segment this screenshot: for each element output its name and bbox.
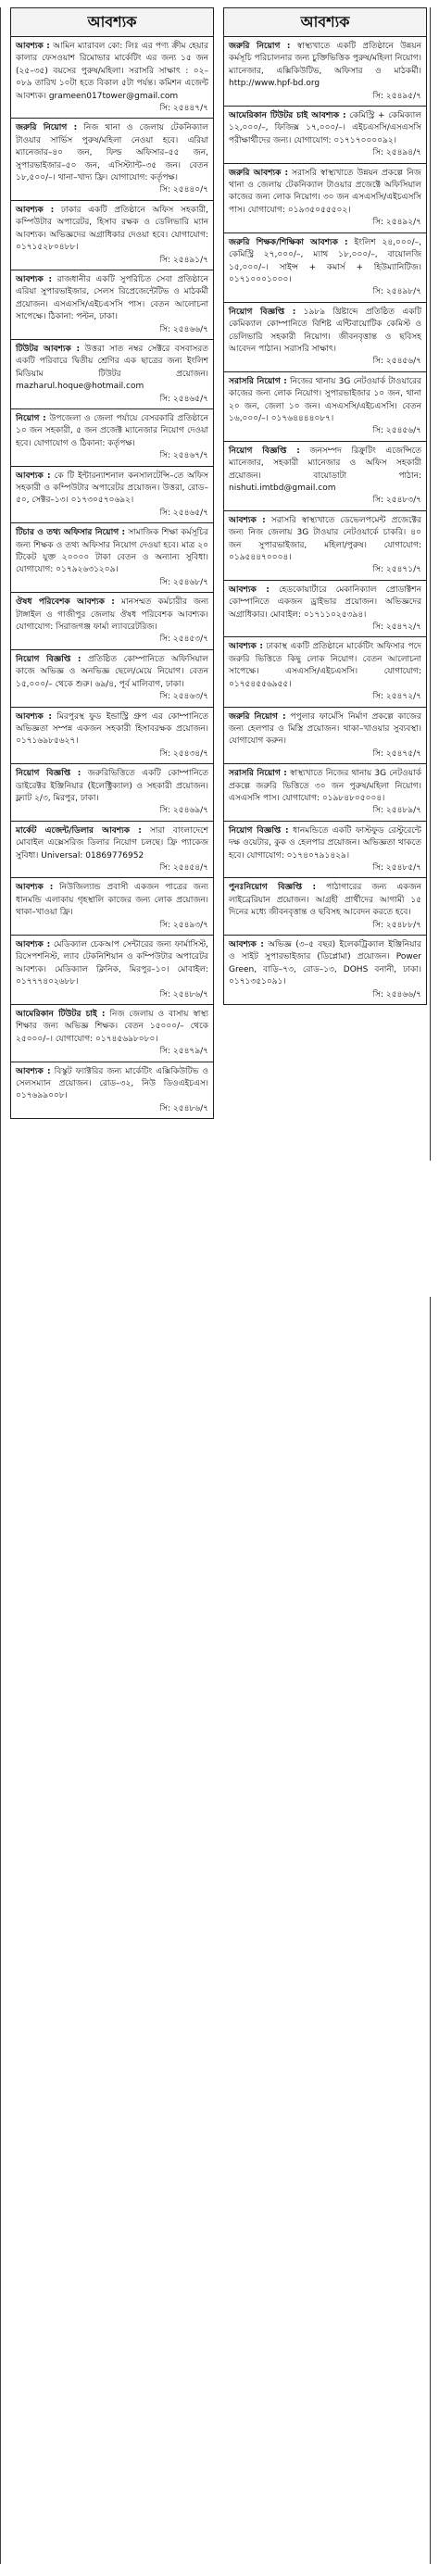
ad-body: মানসম্মত কর্মচারীর জন্য টাঙ্গাইল ও গাজীপুর জেলায় ঔষধ পরিবেশক আবশ্যক। যোগাযোগ: সিরাজগঞ্জ ফার্মা ল্যাবরেটরিজ। xyxy=(16,597,208,633)
ad-reference-code: সি: ২৫৪৯৫/৭ xyxy=(372,91,421,101)
ad-reference-code: সি: ২৫৪৬৮/৭ xyxy=(159,577,208,587)
left-column xyxy=(10,7,214,1119)
ad-reference-code: সি: ২৫৪৮৩/৭ xyxy=(372,496,421,506)
ad-reference-code: সি: ২৫৪৬৫/৭ xyxy=(159,508,208,518)
classified-ad xyxy=(224,936,426,1005)
ad-reference-code: সি: ২৫৪৪৭/৭ xyxy=(159,104,208,114)
ad-reference-code: সি: ২৫৪৫৩/৭ xyxy=(159,635,208,645)
classified-ad xyxy=(224,581,426,638)
ad-heading: আবশ্যক : xyxy=(16,1066,51,1076)
classified-ad xyxy=(11,467,213,524)
ad-reference-code: সি: ২৫৪৬৯/৭ xyxy=(159,806,208,816)
ad-body: পাঠাগারের জন্য একজন লাইব্রেরিয়ান প্রয়োজন। আগ্রহী প্রার্থীদের আগামী ১৫ দিনের মধ্যে জীবনবৃত্তান্ত ও ছবিসহ আবেদন করতে হবে। xyxy=(229,883,421,918)
ad-heading: জরুরি শিক্ষক/শিক্ষিকা আবশ্যক : xyxy=(229,237,348,247)
ad-heading: আবশ্যক : xyxy=(229,642,264,652)
column-header: আবশ্যক xyxy=(11,7,213,37)
classified-ad xyxy=(11,593,213,650)
ad-heading: আবশ্যক : xyxy=(229,940,264,949)
classified-ad xyxy=(11,201,213,270)
ad-body: সামাজিক শিক্ষা কর্মসূচির জন্য শিক্ষক ও তথ্য অফিসার নিয়োগ দেওয়া হবে। মাত্র ২০ টিকেট যুক্ত ২০০০০ টাকা বেতন ও অন্যান্য সুবিধা। যোগাযোগ: ০১৭৯২৬৩১২০৯। xyxy=(16,528,208,575)
page-edge-rule xyxy=(0,7,1,2564)
ad-body: ইংলিশ ২৪,০০০/–, কেমিস্ট্রি ২৭,০০০/–, ম্যাথ ১৮,০০০/–, বায়োলজি ১৫,০০০/–। সাইন্স + কমার্স + হিউম্যানিটিজ। ০১৭১০০০১০০০। xyxy=(229,237,421,284)
ad-heading: আমেরিকান টিউটর চাই আবশ্যক : xyxy=(229,111,346,121)
ad-reference-code: সি: ২৫৪৫৬/৭ xyxy=(372,357,421,367)
ad-heading: আমেরিকান টিউটর চাই : xyxy=(16,1010,106,1020)
ad-reference-code: সি: ২৫৪৬৬/৭ xyxy=(159,324,208,334)
ad-heading: পুনঃনিয়োগ বিজ্ঞপ্তি : xyxy=(229,883,317,893)
ad-heading: আবশ্যক : xyxy=(229,584,270,595)
classified-ad xyxy=(224,764,426,822)
ad-reference-code: সি: ২৫৪৮৫/৭ xyxy=(372,862,421,873)
ad-reference-code: সি: ২৫৪৪০/৭ xyxy=(159,185,208,195)
classified-ad xyxy=(11,340,213,409)
classified-ad xyxy=(11,523,213,593)
ad-heading: আবশ্যক : xyxy=(16,883,54,893)
ad-reference-code: সি: ২৫৪৭৫/৭ xyxy=(372,748,421,759)
ad-reference-code: সি: ২৫৪৮৯/৭ xyxy=(372,806,421,816)
ad-heading: মার্কেট এজেন্ট/ডিলার আবশ্যক : xyxy=(16,825,142,836)
ad-heading: আবশ্যক : xyxy=(16,274,53,284)
classified-ad xyxy=(224,233,426,303)
ad-heading: নিয়োগ বিজ্ঞপ্তি : xyxy=(16,769,82,779)
gutter-rule-top xyxy=(430,7,431,1161)
ad-body: মেডিক্যাল চেকআপ সেন্টারের জন্য ফার্মাসিস্ট, রিসেপশনিস্ট, ল্যাব টেকনিশিয়ান ও কম্পিউটার অপারেটর আবশ্যক। মেডিক্যাল ক্লিনিক, মিরপুর–১০। মোবাইল: ০১৭৭৭৪০২৬৮৮। xyxy=(16,940,208,987)
ad-body: প্রতিষ্ঠিত কোম্পানিতে অফিসিয়াল কাজে অভিজ্ঞ ও অনভিজ্ঞ ছেলে/মেয়ে নিয়োগ। বেতন ১৫,০০০/– থেকে শুরু। ৬৯/৪, পূর্ব মালিবাগ, ঢাকা। xyxy=(16,654,208,689)
classified-ad xyxy=(224,878,426,936)
classified-ad xyxy=(224,164,426,233)
ad-reference-code: সি: ২৫৪৫৬/৭ xyxy=(372,426,421,436)
ad-body: নিজের থানায় 3G নেটওয়ার্ক টাওয়ারের কাজের জন্য লোক নিয়োগ। সুপারভাইজার ১০ জন, থানা ২০ জন, জেলা ১০ জন। এসএসসি/এইচএসসি। বেতন ১৬,০০০/–। ০১৭৬৪৪৪৪০৮৭। xyxy=(229,376,421,423)
ad-body: নিজ জেলায় ও বাসায় স্বাস্থ্য শিক্ষার জন্য অভিজ্ঞ শিক্ষক। বেতন ১৫০০০/– থেকে ২৫০০০/–। যোগাযোগ: ০১৭৪৫৬৯৮০৮০। xyxy=(16,1010,208,1044)
ad-reference-code: সি: ২৫৪৭২/৭ xyxy=(372,622,421,633)
classified-ad xyxy=(224,708,426,765)
ad-heading: জরুরি নিয়োগ : xyxy=(16,123,78,133)
ad-heading: টিচার ও তথ্য অফিসার নিয়োগ : xyxy=(16,528,126,538)
ad-heading: নিয়োগ : xyxy=(16,413,46,423)
ad-heading: নিয়োগ বিজ্ঞপ্তি : xyxy=(229,825,289,836)
ad-reference-code: সি: ২৫৪৩৪/৭ xyxy=(159,748,208,759)
ad-reference-code: সি: ২৫৪৬৭/৭ xyxy=(159,451,208,461)
ad-reference-code: সি: ২৫৪৬৩/৭ xyxy=(159,692,208,702)
ad-reference-code: সি: ২৫৪৯২/৭ xyxy=(372,218,421,228)
ad-reference-code: সি: ২৫৪৫৪/৭ xyxy=(159,862,208,873)
ad-reference-code: সি: ২৫৪৭৯/৭ xyxy=(159,1047,208,1057)
ad-body: কেমিস্ট্রি + কেমিক্যাল ১২,০০০/–, ফিজিক্স ১৭,০০০/–। এইচএসসি/এসএসসি পরীক্ষার্থীদের জন্য। যোগাযোগ: ০১৭১৭০০০০৯২। xyxy=(229,111,421,145)
classified-ad xyxy=(11,764,213,822)
ad-body: সরাসরি স্বাস্থ্যখাতে ডেভেলপমেন্ট প্রজেক্টের জন্য নিজ জেলায় 3G টাওয়ার নেটওয়ার্কে চাকরি। ৪০ জন সুপারভাইজার, মহিলা/পুরুষ। যোগাযোগ: ০১৯৫৪৪৭০০০৪। xyxy=(229,515,421,563)
classified-ad xyxy=(224,372,426,442)
classified-ad xyxy=(224,637,426,707)
classified-ad xyxy=(224,303,426,372)
ad-body: মিরপুরস্থ ফুড ইন্ডাস্ট্রি গ্রুপ এর কোম্পানিতে অভিজ্ঞতা সম্পন্ন একজন সহকারী হিসাবরক্ষক প্রয়োজন। ০১৭১৬৯৮৫৬২৭। xyxy=(16,711,208,747)
ad-body: স্বাস্থ্যখাতে নিজের থানায় 3G নেটওয়ার্ক প্রকল্পে জরুরি ভিত্তিতে ৩০ জন পুরুষ/মহিলা নিয়োগ। এসএসসি পাস। যোগাযোগ: ০১৯৮৪৮০৫০০৪। xyxy=(229,769,421,803)
classified-ad xyxy=(11,409,213,467)
classified-ad xyxy=(11,878,213,936)
right-column xyxy=(223,7,427,1005)
column-header: আবশ্যক xyxy=(224,7,426,37)
classified-ad xyxy=(11,1005,213,1062)
ad-body: আমিন ম্যারাবল কো: লিঃ এর পণ্য ক্রীম হেয়ার কালার ফেসওয়াশ রিমোভার মার্কেটিং এর জন্য ১৫ জন (২৫–৩৫) বয়সের পুরুষ/মহিলা। সরাসরি সাক্ষাৎ : ০২–০৮৯ তারিখ ১০টা হতে বিকাল ৫টা পর্যন্ত। কমিশন এজেন্ট আবশ্যক। grameen017tower@gmail.com xyxy=(16,42,208,101)
classified-ad xyxy=(224,511,426,581)
classified-ad xyxy=(11,650,213,708)
ad-heading: নিয়োগ বিজ্ঞপ্তি : xyxy=(16,654,82,664)
ad-body: উপজেলা ও জেলা পর্যায়ে বেসরকারি প্রতিষ্ঠানে ১০ জন সহকারী, ৫ জন প্রজেক্ট ম্যানেজার নিয়োগ দেওয়া হবে। যোগাযোগ ও ঠিকানা: কর্তৃপক্ষ। xyxy=(16,413,208,448)
ad-heading: জরুরি নিয়োগ : xyxy=(229,711,286,722)
ad-reference-code: সি: ২৫৪৮৮/৭ xyxy=(372,920,421,930)
ad-heading: আবশ্যক : xyxy=(16,205,55,215)
ad-body: ধানমন্ডিতে একটি ফাস্টফুড রেস্টুরেন্টে দক্ষ ওয়েটার, কুক ও হেলপার প্রয়োজন। অভিজ্ঞতা থাকতে হবে। যোগাযোগ: ০১৭৪০৭৯১৪২৯। xyxy=(229,825,421,861)
classified-ad xyxy=(224,107,426,164)
classified-ad xyxy=(11,708,213,765)
ad-reference-code: সি: ২৫৪৯১/৭ xyxy=(159,255,208,265)
ad-body: ১৯৮৯ খ্রিষ্টাব্দে প্রতিষ্ঠিত একটি কেমিক্যাল কোম্পানিতে বিশিষ্ট এন্টিবায়োটিক কেমিস্ট ও ডেলিভারি সহকারী নিয়োগ। জীবনবৃত্তান্ত ও ছবিসহ আবেদন পাঠান। সরাসরি সাক্ষাৎ। xyxy=(229,307,421,354)
ad-reference-code: সি: ২৫৪৯৮/৭ xyxy=(372,287,421,297)
ad-heading: আবশ্যক : xyxy=(16,940,51,949)
classified-ad xyxy=(224,37,426,107)
ad-body: অভিজ্ঞ (৩–৫ বছর) ইলেকট্রিক্যাল ইঞ্জিনিয়ার ও সাইট সুপারভাইজার (ডিপ্লোমা) প্রয়োজন। Power Green, বাড়ি–৭৩, রোড–১৩, DOHS বনানী, ঢাকা। ০১৭১৩৫১০৯১। xyxy=(229,940,421,987)
ad-body: সারা বাংলাদেশে মোবাইল এক্সেসরিজ ডিলার নিয়োগ চলছে। ফ্রি প্যাকেজ সুবিধা। Universal: 01869776952 xyxy=(16,825,208,861)
ad-reference-code: সি: ২৫৪৬৫/৭ xyxy=(159,394,208,404)
classified-ad xyxy=(11,936,213,1005)
ad-body: স্বাস্থ্যখাতে একটি প্রতিষ্ঠানে উন্নয়ন কর্মসূচি পরিচালনার জন্য চুক্তিভিত্তিক পুরুষ/মহিলা নিয়োগ। ম্যানেজার, এক্সিকিউটিভ, অফিসার ও মাঠকর্মী। http://www.hpf-bd.org xyxy=(229,42,421,89)
ad-reference-code: সি: ২৫৪৭২/৭ xyxy=(372,692,421,702)
ad-body: হেডকোয়ার্টারে মেকানিক্যাল প্রোডাক্টশন কোম্পানিতে একজন ড্রাইভার প্রয়োজন। অভিজ্ঞদের অগ্রাধিকার। মোবাইল: ০১৭১১০২৫৩৯৪। xyxy=(229,584,421,620)
classified-ad xyxy=(11,37,213,119)
ad-heading: ঔষধ পরিবেশক আবশ্যক : xyxy=(16,597,115,608)
ad-heading: আবশ্যক : xyxy=(229,515,266,525)
ad-body: সরাসরি স্বাস্থ্যখাতে উন্নয়ন প্রকল্পে নিজ থানা ও জেলায় টেকনিক্যাল টাওয়ার প্রজেক্টে অফিসিয়াল কাজের জন্য লোক নিয়োগ। ৩০ জন এসএসসি/এইচএসসি পাস। যোগাযোগ: ০১৯৩৫০৫৫৫০২। xyxy=(229,168,421,215)
ad-body: জরুরিভিত্তিতে একটি কোম্পানিতে ডাইরেক্টর ইঞ্জিনিয়ার (ইলেক্ট্রিক্যাল) ও সহকারী প্রয়োজন। ফ্ল্যাট ২/৩, মিরপুর, ঢাকা। xyxy=(16,769,208,803)
ad-reference-code: সি: ২৫৪৯৪/৭ xyxy=(372,148,421,158)
ad-body: জনসম্পদ রিক্রুটিং এজেন্সিতে ম্যানেজার, সহকারী ম্যানেজার ও অফিস সহকারী প্রয়োজন। বায়োডাটা পাঠান: nishuti.imtbd@gmail.com xyxy=(229,446,421,493)
classified-ad xyxy=(11,1062,213,1120)
ad-heading: আবশ্যক : xyxy=(16,42,50,51)
gutter-rule-bottom xyxy=(430,1297,431,2564)
ad-reference-code: সি: ২৫৪৯৩/৭ xyxy=(159,920,208,930)
ad-heading: জরুরি নিয়োগ : xyxy=(229,42,291,51)
ad-reference-code: সি: ২৫৪৬৬/৭ xyxy=(372,989,421,999)
classified-ad xyxy=(11,822,213,879)
ad-reference-code: সি: ২৫৪৭১/৭ xyxy=(372,565,421,575)
ad-reference-code: সি: ২৫৪৮৬/৭ xyxy=(159,1103,208,1113)
classified-ad xyxy=(224,442,426,511)
ad-heading: টিউটর আবশ্যক : xyxy=(16,344,81,354)
ad-body: পপুলার ফার্মেসি নির্মাণ প্রকল্পে কাজের জন্য হেলপার ও মিস্ত্রি প্রয়োজন। থাকা–খাওয়ার সুব্যবস্থা। যোগাযোগ করুন। xyxy=(229,711,421,747)
ad-heading: সরাসরি নিয়োগ : xyxy=(229,376,287,386)
ad-body: উত্তরা সাত নম্বর সেক্টরে বসবাসরত একটি পরিবারে দ্বিতীয় শ্রেণির এক ছাত্রের জন্য ইংলিশ মিডিয়াম টিউটর প্রয়োজন। mazharul.hoque@hotmail.com xyxy=(16,344,208,392)
ad-body: রাজধানীর একটি সুপরিচিত সেবা প্রতিষ্ঠানে এরিয়া সুপারভাইজার, সেলস রিপ্রেজেন্টেটিভ ও মাঠকর্মী প্রয়োজন। এসএসসি/এইচএসসি পাস। বেতন আলোচনা সাপেক্ষে। ঠিকানা: পল্টন, ঢাকা। xyxy=(16,274,208,322)
ad-heading: সরাসরি নিয়োগ : xyxy=(229,769,287,779)
ad-heading: নিয়োগ বিজ্ঞপ্তি : xyxy=(229,307,296,317)
ad-heading: জরুরি আবশ্যক : xyxy=(229,168,289,178)
ad-body: নিউজিল্যান্ড প্রবাসী একজন পাত্রের জন্য ধানমন্ডি এলাকায় গৃহস্থালি কাজের জন্য লোক প্রয়োজন। থাকা–খাওয়া ফ্রি। xyxy=(16,883,208,918)
ad-heading: আবশ্যক : xyxy=(16,711,52,722)
ad-body: ঢাকার একটি প্রতিষ্ঠানে অফিস সহকারী, কম্পিউটার অপারেটর, হিসাব রক্ষক ও ডেলিভারি ম্যান আবশ্যক। অভিজ্ঞদের অগ্রাধিকার দেওয়া হবে। যোগাযোগ: ০১৭১৫২৮০৪৮৮। xyxy=(16,205,208,253)
ad-body: বিস্কুট ফ্যাক্টরির জন্য মার্কেটিং এক্সিকিউটিভ ও সেলসম্যান প্রয়োজন। রোড–৩২, নিউ ডিওএইচএস। ০১৭৬৯৯০০৮। xyxy=(16,1066,208,1101)
classified-ad xyxy=(224,822,426,879)
ad-body: কে টি ইন্টারন্যাশনাল কনসালটেন্সি–তে অফিস সহকারী ও কম্পিউটার অপারেটর প্রয়োজন। উত্তরা, রোড–৫০, সেক্টর–১৩। ০১৭৩০৫৭০৬৯২। xyxy=(16,471,208,506)
ad-reference-code: সি: ২৫৪৮৬/৭ xyxy=(159,989,208,999)
ad-heading: নিয়োগ বিজ্ঞপ্তি : xyxy=(229,446,300,456)
ad-heading: আবশ্যক : xyxy=(16,471,51,481)
ad-body: নিজ থানা ও জেলায় টেকনিক্যাল টাওয়ার সার্ভিস পুরুষ/মহিলা নেওয়া হবে। এরিয়া ম্যানেজার–৪০ জন, ফিল্ড অফিসার–৫৫ জন, সুপারভাইজার–৫০ জন, এসিস্ট্যান্ট–৩৫ জন। বেতন ১৮,৫০০/–। থানা–খাদ্য ফ্রি। যোগাযোগ: কর্তৃপক্ষ। xyxy=(16,123,208,183)
classified-ad xyxy=(11,119,213,200)
ad-body: ঢাকাস্থ একটি প্রতিষ্ঠানে মার্কেটিং অফিসার পদে জরুরি ভিত্তিতে কিছু লোক নিয়োগ। বেতন আলোচনা সাপেক্ষে। এসএসসি/এইচএসসি। যোগাযোগ: ০১৭৫৪৫৫৬৯৫৫। xyxy=(229,642,421,689)
classified-ad xyxy=(11,270,213,340)
